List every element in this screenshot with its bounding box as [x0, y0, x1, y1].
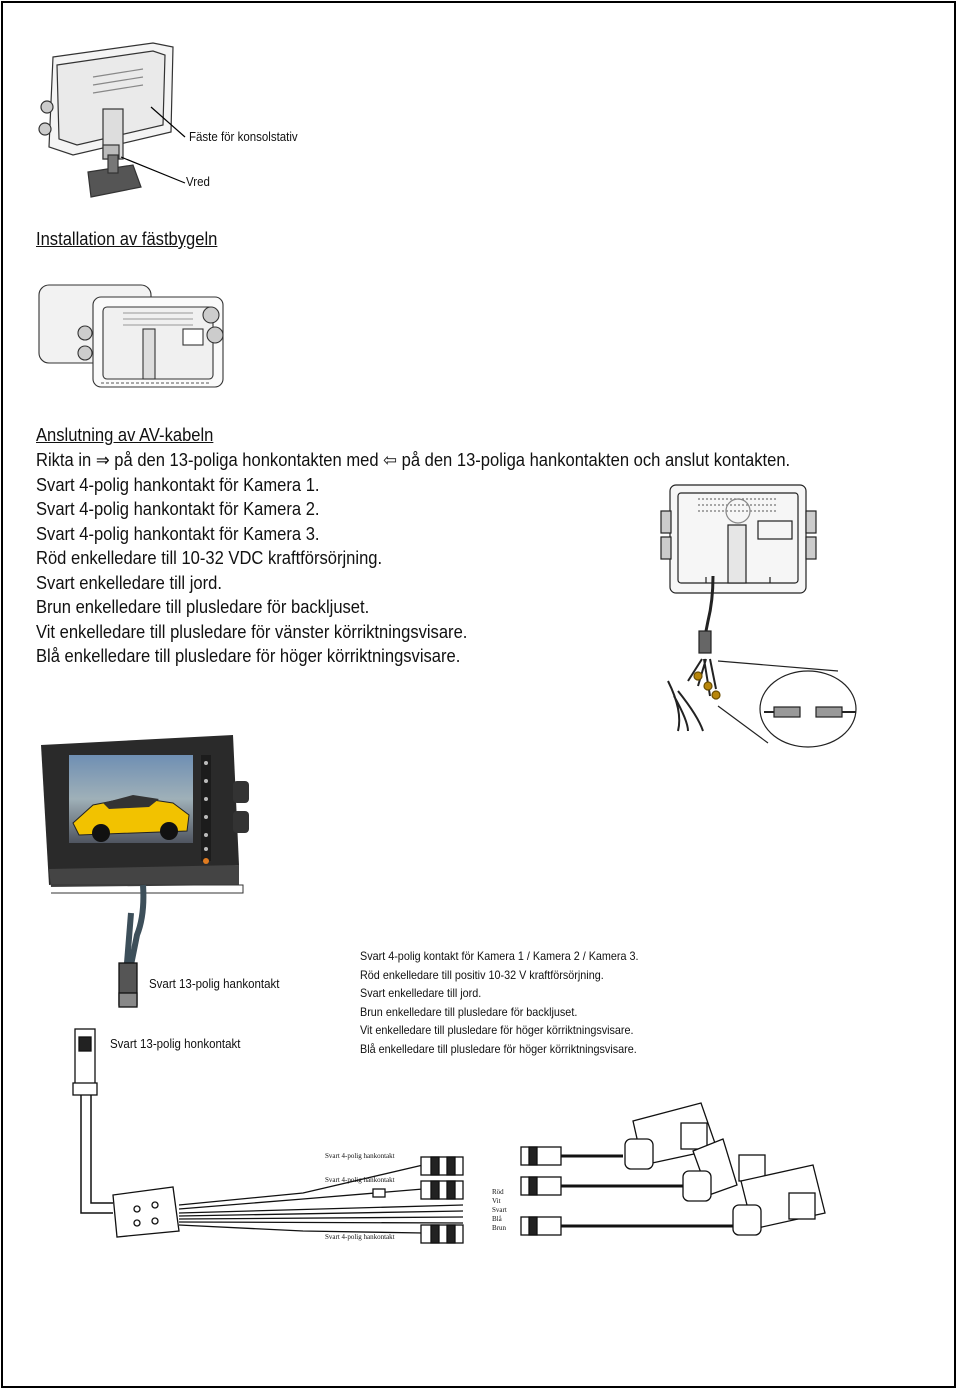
legend-line-4: Brun enkelledare till plusledare för backljuset.	[360, 1004, 578, 1019]
connector-label-2: Svart 4-polig hankontakt	[325, 1176, 395, 1184]
legend-line-6: Blå enkelledare till plusledare för höger körriktningsvisare.	[360, 1041, 637, 1056]
instruction-line-4: Svart 4-polig hankontakt för Kamera 3.	[36, 523, 320, 544]
document-page	[1, 1, 956, 1388]
monitor-back-cable-illustration	[658, 481, 873, 746]
label-male-connector: Svart 13-polig hankontakt	[149, 977, 280, 991]
instruction-line-8: Vit enkelledare till plusledare för vänster körriktningsvisare.	[36, 621, 468, 642]
heading-installation: Installation av fästbygeln	[36, 229, 218, 249]
instruction-line-1: Rikta in ⇒ på den 13-poliga honkontakten med ⇦ på den 13-poliga hankontakten och anslut kontakten.	[36, 450, 791, 470]
wire-label-brown: Brun	[492, 1224, 506, 1232]
wire-label-black: Svart	[492, 1206, 507, 1214]
connector-label-3: Svart 4-polig hankontakt	[325, 1233, 395, 1241]
legend-line-5: Vit enkelledare till plusledare för höger körriktningsvisare.	[360, 1023, 634, 1038]
instruction-line-6: Svart enkelledare till jord.	[36, 572, 222, 593]
instruction-line-5: Röd enkelledare till 10-32 VDC kraftförsörjning.	[36, 548, 383, 568]
legend-line-1: Svart 4-polig kontakt för Kamera 1 / Kamera 2 / Kamera 3.	[360, 949, 639, 963]
monitor-front-photo	[33, 735, 273, 895]
label-female-connector: Svart 13-polig honkontakt	[110, 1037, 241, 1051]
wire-label-white: Vit	[492, 1197, 501, 1205]
wire-label-red: Röd	[492, 1188, 504, 1196]
label-bracket: Fäste för konsolstativ	[189, 130, 298, 144]
diagram-legend	[360, 947, 669, 1059]
wire-label-blue: Blå	[492, 1215, 502, 1223]
instruction-line-3: Svart 4-polig hankontakt för Kamera 2.	[36, 499, 320, 519]
legend-line-3: Svart enkelledare till jord.	[360, 986, 482, 1001]
label-knob: Vred	[186, 175, 210, 189]
instruction-line-9: Blå enkelledare till plusledare för höger körriktningsvisare.	[36, 646, 461, 666]
connector-label-1: Svart 4-polig hankontakt	[325, 1152, 395, 1160]
instruction-line-7: Brun enkelledare till plusledare för backljuset.	[36, 597, 370, 617]
heading-av-cable: Anslutning av AV-kabeln	[36, 425, 214, 445]
monitor-stand-illustration	[33, 37, 323, 207]
instruction-line-2: Svart 4-polig hankontakt för Kamera 1.	[36, 474, 320, 495]
bracket-installation-illustration	[33, 273, 233, 398]
legend-line-2: Röd enkelledare till positiv 10-32 V kraftförsörjning.	[360, 967, 604, 982]
